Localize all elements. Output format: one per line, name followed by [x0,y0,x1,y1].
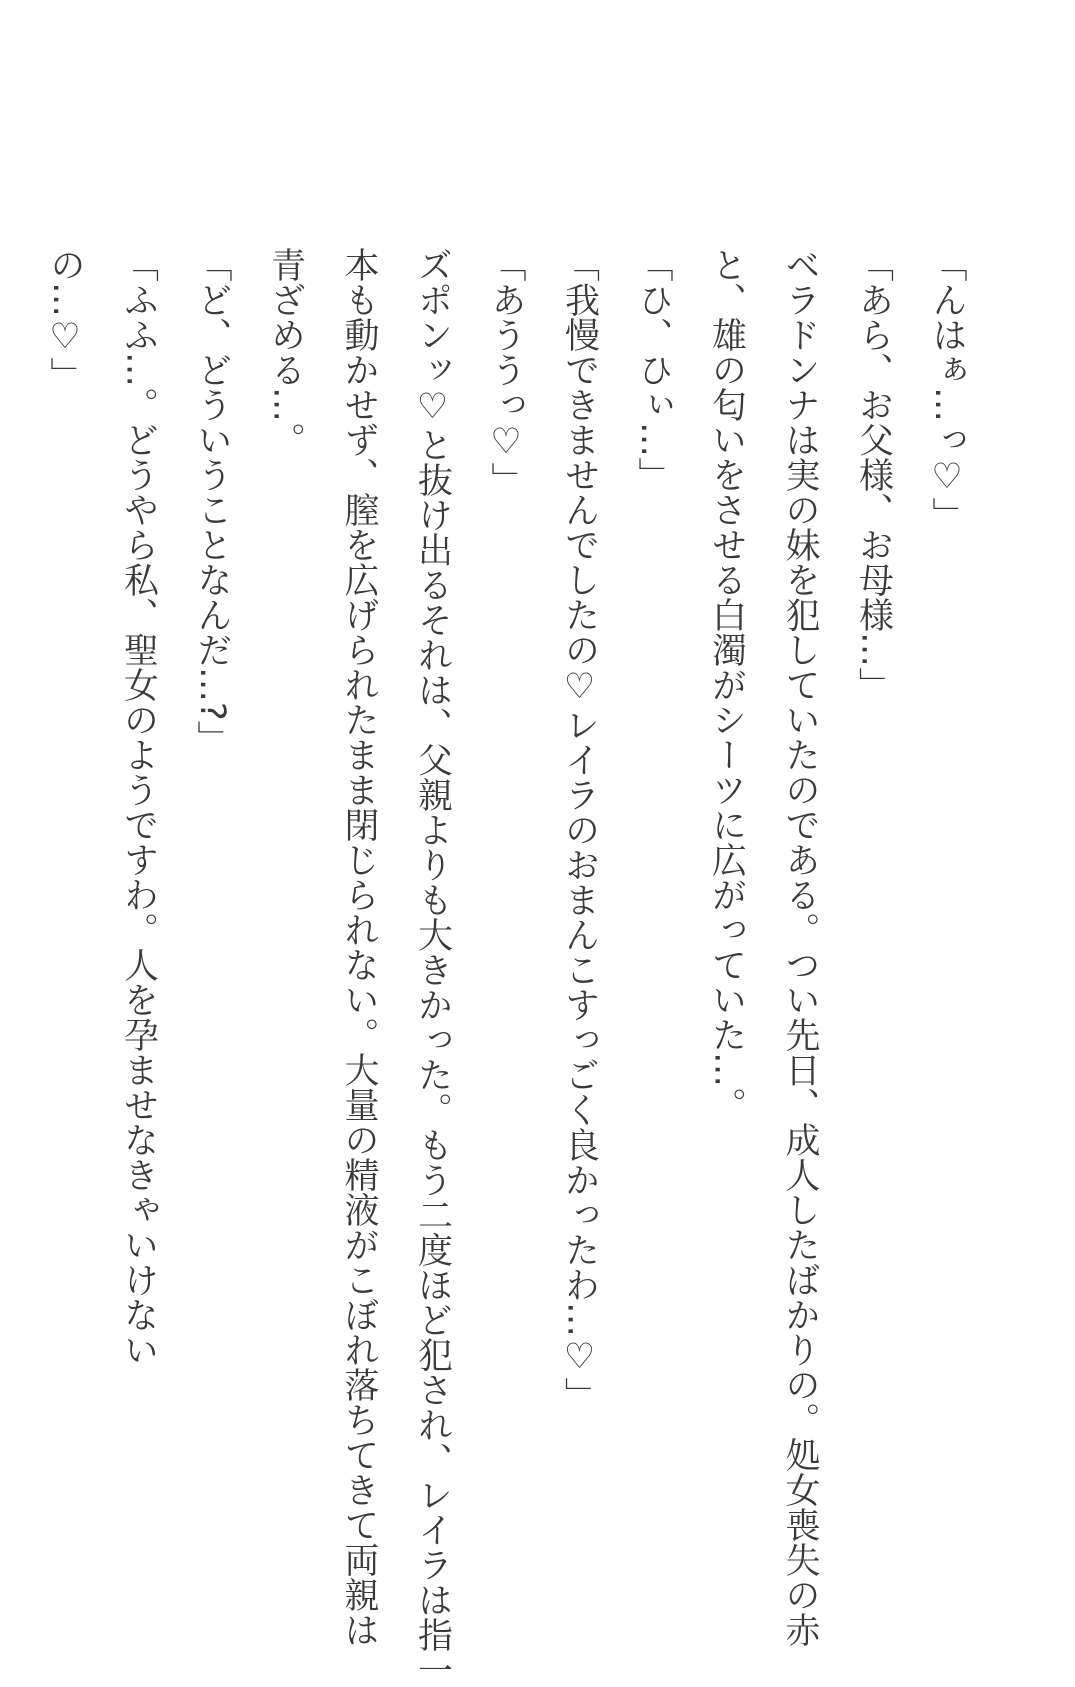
narration-line: と、雄の匂いをさせる白濁がシーツに広がっていた…。 [706,247,747,1122]
narration-line: 本も動かせず、膣を広げられたまま閉じられない。大量の精液がこぼれ落ちてきて両親は [339,247,379,1647]
vertical-text-block [28,247,984,1687]
dialogue-line: 「ど、どういうことなんだ…?」 [192,247,232,756]
dialogue-line: 「んはぁ…っ♡」 [927,247,967,532]
dialogue-line: 「ふふ…。どうやら私、聖女のようですわ。人を孕ませなきゃいけないの…♡」 [45,247,159,1367]
narration-line: 青ざめる…。 [265,247,306,457]
narration-line: ベラドンナは実の妹を犯していたのである。つい先日、成人したばかりの。処女喪失の赤 [780,247,820,1647]
narration-line: ズポンッ♡と抜け出るそれは、父親よりも大きかった。もう二度ほど犯され、レイラは指一 [412,247,453,1687]
dialogue-line: 「我慢できませんでしたの♡レイラのおまんこすっごく良かったわ…♡」 [559,247,600,1412]
dialogue-line: 「ひ、ひぃ…」 [633,247,673,492]
dialogue-line: 「あううっ♡」 [486,247,526,497]
dialogue-line: 「あら、お父様、お母様…」 [853,247,894,702]
